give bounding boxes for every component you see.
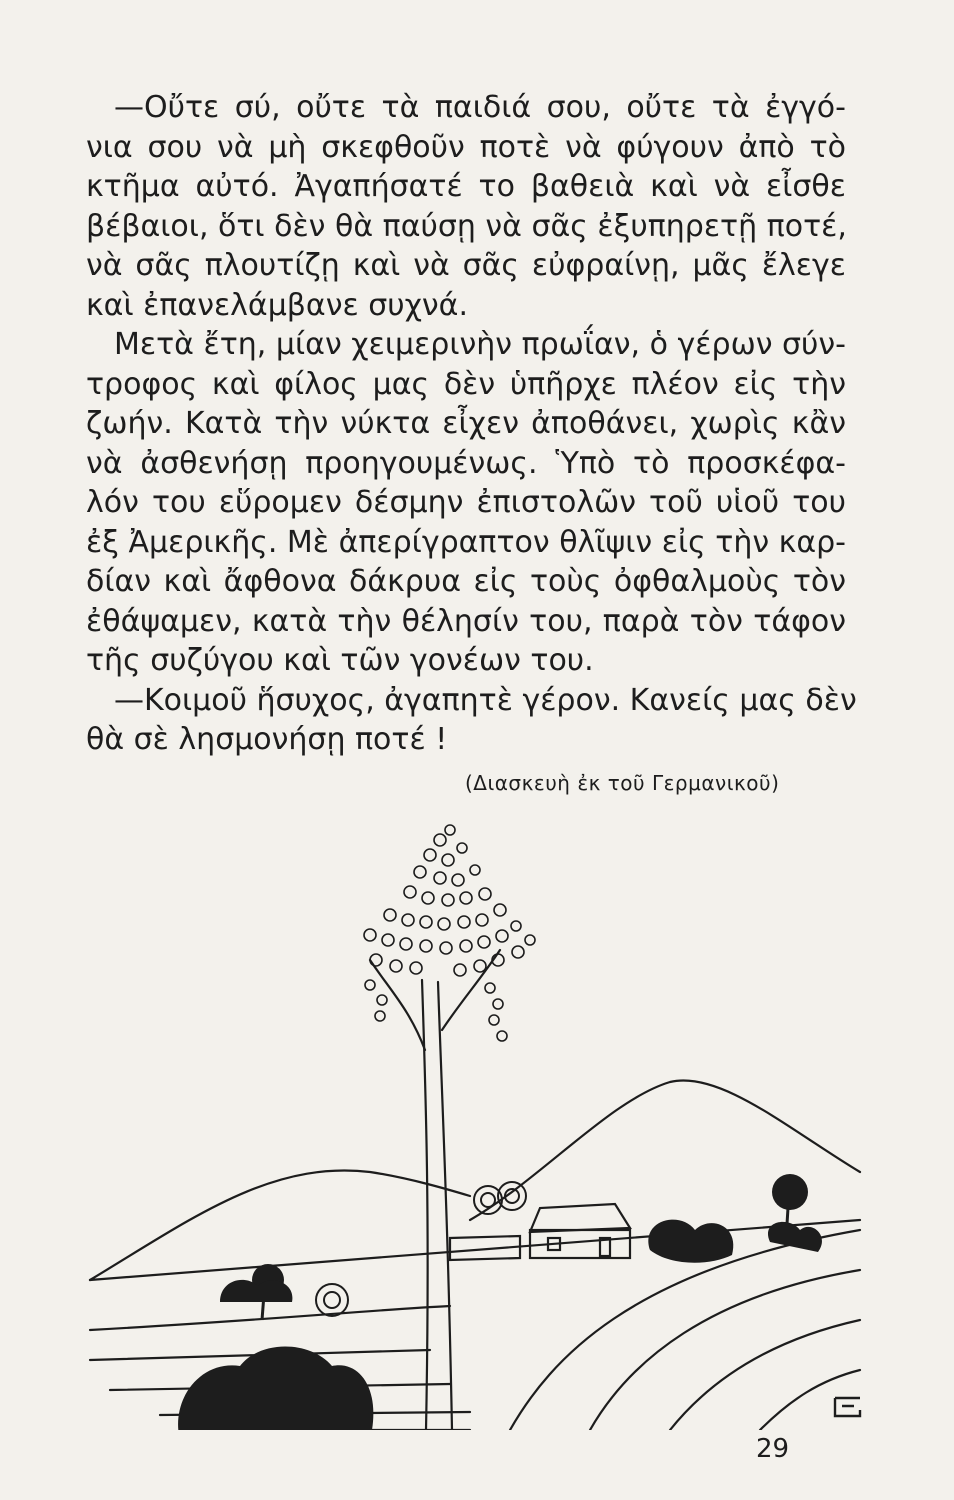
text-line: ἐθάψαμεν, κατὰ τὴν θέλησίν του, παρὰ τὸν τάφον xyxy=(86,603,846,639)
tree-branch xyxy=(442,950,500,1030)
bushes xyxy=(178,1174,822,1430)
field-line xyxy=(90,1306,450,1330)
horizon-line xyxy=(90,1220,860,1280)
signature-monogram xyxy=(835,1398,860,1416)
text-line: δίαν καὶ ἄφθονα δάκρυα εἰς τοὺς ὀφθαλμοὺς τὸν xyxy=(86,564,846,599)
tree-foliage xyxy=(364,825,535,1041)
text-line: τῆς συζύγου καὶ τῶν γονέων του. xyxy=(86,643,594,678)
road xyxy=(670,1320,860,1430)
landscape-illustration xyxy=(70,800,880,1430)
farmhouse xyxy=(450,1204,630,1260)
attribution: (Διασκευὴ ἐκ τοῦ Γερμανικοῦ) xyxy=(465,771,780,795)
text-line: βέβαιοι, ὅτι δὲν θὰ παύσῃ νὰ σᾶς ἐξυπηρετῇ ποτέ, xyxy=(86,208,847,244)
hill-left xyxy=(90,1170,470,1280)
road xyxy=(760,1370,860,1430)
road xyxy=(590,1270,860,1430)
text-line: Μετὰ ἔτη, μίαν χειμερινὴν πρωΐαν, ὁ γέρων σύν- xyxy=(114,327,846,362)
text-line: νια σου νὰ μὴ σκεφθοῦν ποτὲ νὰ φύγουν ἀπὸ τὸ xyxy=(86,129,846,165)
text-line: —Οὔτε σύ, οὔτε τὰ παιδιά σου, οὔτε τὰ ἐγγό- xyxy=(114,90,846,125)
text-line: νὰ σᾶς πλουτίζῃ καὶ νὰ σᾶς εὐφραίνῃ, μᾶς ἔλεγε xyxy=(86,248,846,283)
text-line: λόν του εὕρομεν δέσμην ἐπιστολῶν τοῦ υἱοῦ του xyxy=(86,485,846,520)
body-text xyxy=(86,88,857,760)
text-line: ἐξ Ἀμερικῆς. Μὲ ἀπερίγραπτον θλῖψιν εἰς τὴν καρ- xyxy=(86,524,846,560)
text-line: τροφος καὶ φίλος μας δὲν ὑπῆρχε πλέον εἰς τὴν xyxy=(86,366,846,402)
text-line: θὰ σὲ λησμονήσῃ ποτέ ! xyxy=(86,722,448,757)
text-line: ζωήν. Κατὰ τὴν νύκτα εἶχεν ἀποθάνει, χωρὶς κἂν xyxy=(86,406,846,441)
tree-trunk xyxy=(438,982,452,1430)
text-line: καὶ ἐπανελάμβανε συχνά. xyxy=(86,287,468,323)
page-number: 29 xyxy=(756,1434,790,1464)
text-line: —Κοιμοῦ ἥσυχος, ἀγαπητὲ γέρον. Κανείς μας δὲν xyxy=(114,682,857,718)
text-line: νὰ ἀσθενήσῃ προηγουμένως. Ὑπὸ τὸ προσκέφα- xyxy=(86,445,846,481)
text-line: κτῆμα αὐτό. Ἀγαπήσατέ το βαθειὰ καὶ νὰ εἶσθε xyxy=(86,169,846,204)
